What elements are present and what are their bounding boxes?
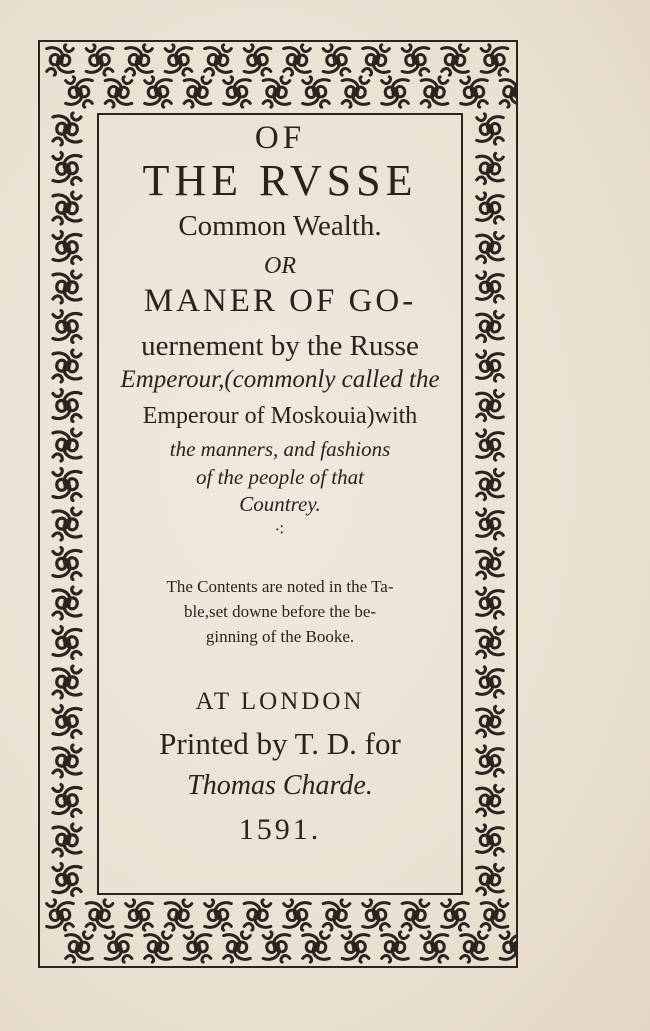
ornamental-border-bottom	[40, 897, 516, 966]
title-or: OR	[264, 253, 296, 279]
title-russe: THE RVSSE	[142, 156, 418, 205]
contents-note-line2: ble,set downe before the be-	[183, 602, 377, 621]
title-of: OF	[254, 120, 306, 156]
contents-note-line3: ginning of the Booke.	[205, 627, 355, 646]
subtitle-manners: the manners, and fashions	[169, 437, 391, 461]
ornamental-border-top	[40, 42, 516, 111]
contents-note-line1: The Contents are noted in the Ta-	[166, 577, 394, 596]
ornamental-border-right	[465, 111, 516, 897]
subtitle-moskouia: Emperour of Moskouia)with	[142, 403, 418, 429]
subtitle-people: of the people of that	[196, 465, 364, 489]
title-common-wealth: Common Wealth.	[178, 210, 382, 242]
ornamental-border-left	[40, 111, 95, 897]
subtitle-maner: MANER OF GO-	[143, 283, 417, 319]
imprint-publisher: Thomas Charde.	[187, 770, 373, 801]
subtitle-countrey: Countrey.	[239, 492, 321, 516]
fleuron-ornament: ⁖	[274, 520, 286, 540]
subtitle-gouernement: uernement by the Russe	[141, 330, 419, 362]
imprint-year: 1591.	[238, 813, 322, 846]
imprint-printer: Printed by T. D. for	[159, 726, 401, 761]
subtitle-emperour: Emperour,(commonly called the	[120, 366, 440, 393]
imprint-place: AT LONDON	[195, 688, 365, 715]
